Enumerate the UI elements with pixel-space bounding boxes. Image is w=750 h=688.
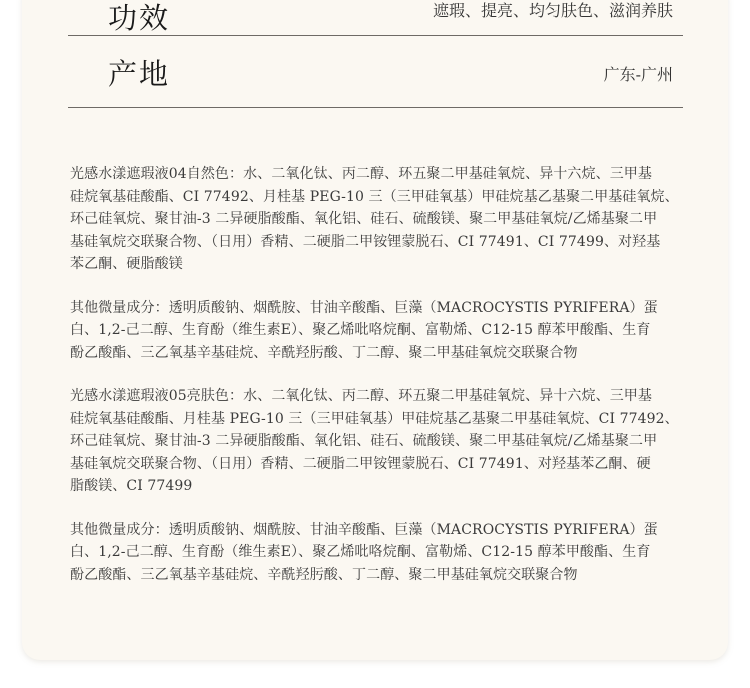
effect-row bbox=[68, 0, 683, 36]
origin-label: 产地 bbox=[108, 57, 171, 91]
trace-ingredients-paragraph-05 bbox=[70, 519, 695, 587]
effect-value: 遮瑕、提亮、均匀肤色、滋润养肤 bbox=[432, 1, 673, 20]
ingredient-line: 酚乙酸酯、三乙氧基辛基硅烷、辛酰羟肟酸、丁二醇、聚二甲基硅氧烷交联聚合物 bbox=[70, 566, 578, 583]
ingredient-line: 苯乙酮、硬脂酸镁 bbox=[70, 256, 183, 272]
trace-ingredients-paragraph-04 bbox=[70, 297, 695, 365]
origin-value: 广东-广州 bbox=[603, 65, 673, 84]
ingredient-line: 环己硅氧烷、聚甘油-3 二异硬脂酸酯、氧化铝、硅石、硫酸镁、聚二甲基硅氧烷/乙烯基聚二甲 bbox=[70, 211, 658, 227]
ingredient-line: 环己硅氧烷、聚甘油-3 二异硬脂酸酯、氧化铝、硅石、硫酸镁、聚二甲基硅氧烷/乙烯基聚二甲 bbox=[70, 433, 658, 449]
ingredient-line: 基硅氧烷交联聚合物、（日用）香精、二硬脂二甲铵锂蒙脱石、CI 77491、对羟基苯乙酮、硬 bbox=[70, 455, 651, 472]
ingredient-line: 白、1,2-己二醇、生育酚（维生素E）、聚乙烯吡咯烷酮、富勒烯、C12-15 醇苯甲酸酯、生育 bbox=[70, 322, 651, 338]
ingredient-line: 其他微量成分：透明质酸钠、烟酰胺、甘油辛酸酯、巨藻（MACROCYSTIS PYRIFERA）蛋 bbox=[70, 521, 658, 538]
ingredient-line: 酚乙酸酯、三乙氧基辛基硅烷、辛酰羟肟酸、丁二醇、聚二甲基硅氧烷交联聚合物 bbox=[70, 344, 578, 361]
ingredient-line: 光感水漾遮瑕液05亮肤色：水、二氧化钛、丙二醇、环五聚二甲基硅氧烷、异十六烷、三甲基 bbox=[70, 388, 653, 404]
ingredient-line: 白、1,2-己二醇、生育酚（维生素E）、聚乙烯吡咯烷酮、富勒烯、C12-15 醇苯甲酸酯、生育 bbox=[70, 544, 651, 560]
ingredient-line: 脂酸镁、CI 77499 bbox=[70, 478, 193, 494]
ingredient-line: 光感水漾遮瑕液04自然色：水、二氧化钛、丙二醇、环五聚二甲基硅氧烷、异十六烷、三甲基 bbox=[70, 166, 653, 182]
effect-label: 功效 bbox=[108, 1, 171, 35]
origin-row bbox=[68, 35, 683, 108]
ingredient-line: 基硅氧烷交联聚合物、（日用）香精、二硬脂二甲铵锂蒙脱石、CI 77491、CI 77499、对羟基 bbox=[70, 233, 661, 250]
ingredients-paragraph-05 bbox=[70, 385, 695, 498]
ingredient-line: 硅烷氧基硅酸酯、月桂基 PEG-10 三（三甲硅氧基）甲硅烷基乙基聚二甲基硅氧烷、CI 77492、 bbox=[70, 410, 679, 427]
ingredient-line: 其他微量成分：透明质酸钠、烟酰胺、甘油辛酸酯、巨藻（MACROCYSTIS PYRIFERA）蛋 bbox=[70, 299, 658, 316]
ingredients-section bbox=[70, 163, 695, 607]
ingredients-paragraph-04 bbox=[70, 163, 695, 276]
ingredient-line: 硅烷氧基硅酸酯、CI 77492、月桂基 PEG-10 三（三甲硅氧基）甲硅烷基乙基聚二甲基硅氧烷、 bbox=[70, 188, 679, 205]
